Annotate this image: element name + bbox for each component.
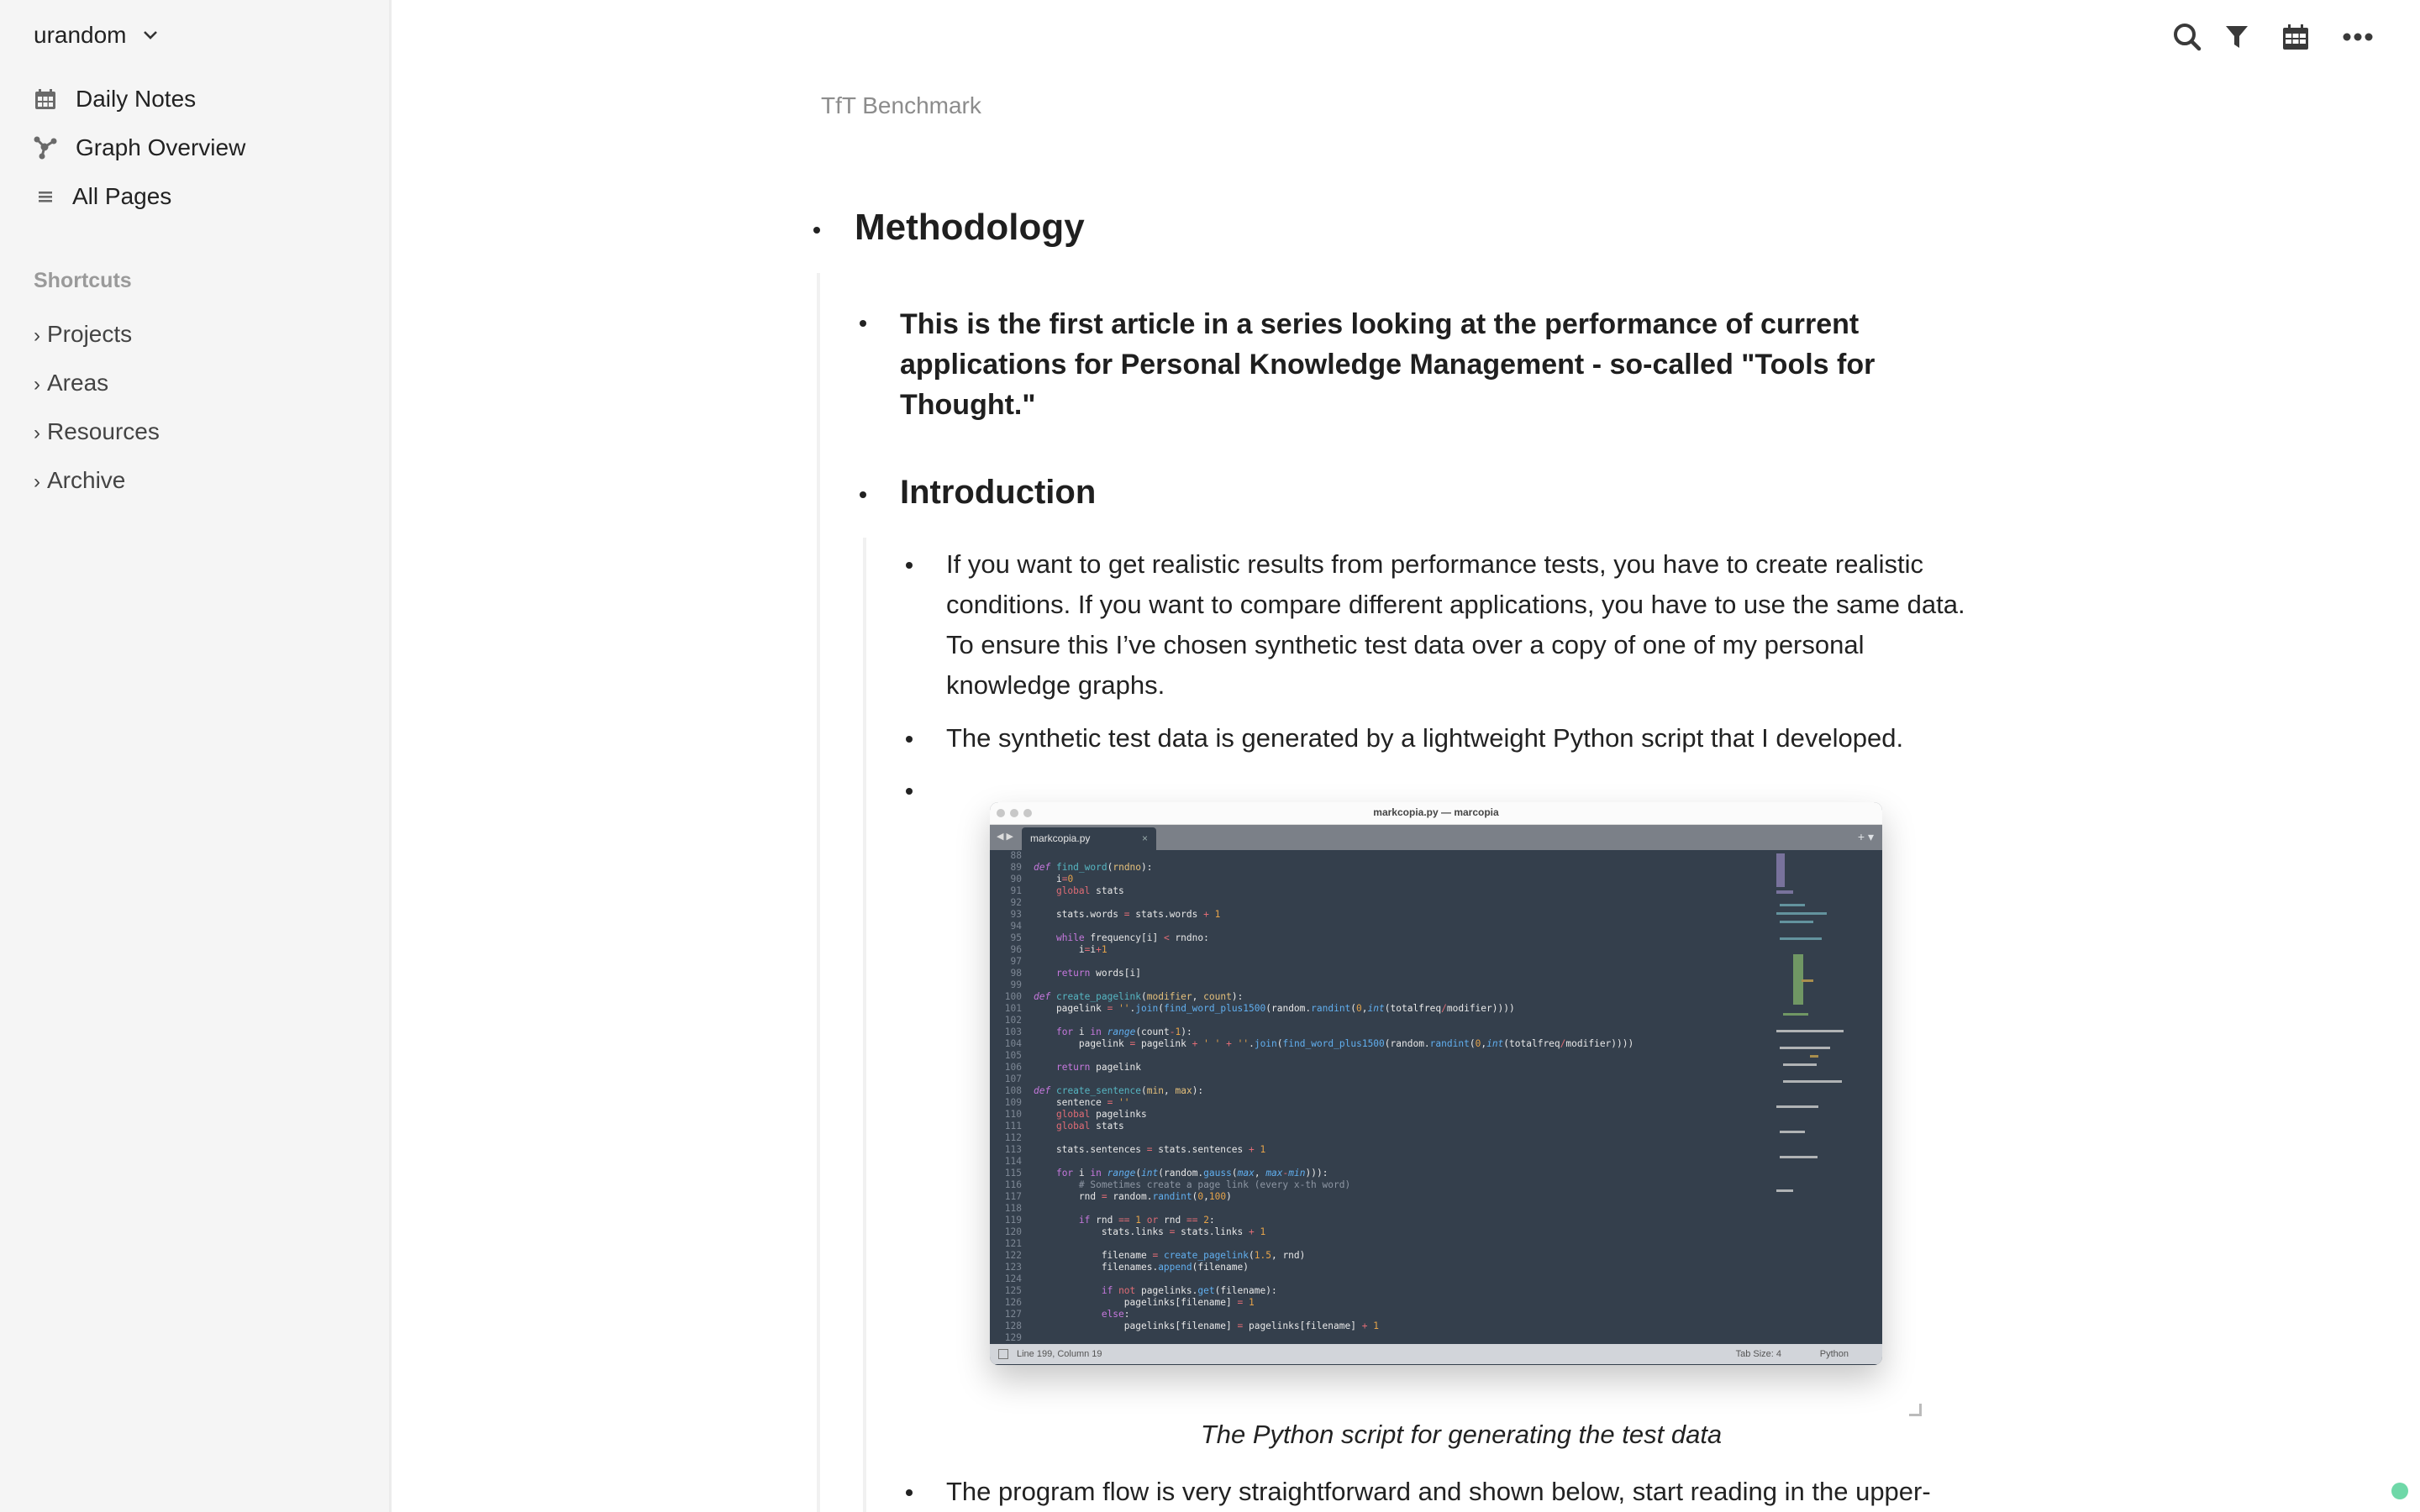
chevron-right-icon: ›: [34, 324, 40, 347]
editor-title: markcopia.py — marcopia: [1373, 806, 1499, 818]
workspace-name: urandom: [34, 22, 127, 48]
editor-tabbar: [990, 825, 1882, 850]
shortcut-label: Archive: [47, 467, 126, 493]
code-screenshot-image[interactable]: [990, 802, 1882, 1365]
tab-size: Tab Size: 4: [1735, 1349, 1781, 1359]
shortcut-label: Areas: [47, 370, 109, 396]
paragraph-synthetic-data[interactable]: The synthetic test data is generated by a lightweight Python script that I developed.: [946, 723, 1904, 753]
list-icon: [34, 185, 57, 208]
shortcut-resources[interactable]: [34, 418, 160, 445]
code-minimap: [1776, 853, 1860, 1223]
bullet[interactable]: [860, 320, 866, 327]
filter-icon: [2225, 24, 2249, 50]
calendar-button[interactable]: [2277, 18, 2314, 55]
editor-statusbar: [990, 1344, 1882, 1364]
sidebar-item-label: Graph Overview: [76, 134, 246, 160]
intro-paragraph[interactable]: This is the first article in a series looking at the performance of current applications for Personal Knowledge Management - so-called "Tools for Thought.": [900, 308, 1876, 421]
shortcuts-heading: Shortcuts: [34, 269, 132, 292]
sidebar-item-label: All Pages: [72, 183, 172, 209]
text-line: If you want to get realistic results from performance tests, you have to create realistic: [946, 549, 1923, 579]
editor-titlebar: [990, 802, 1882, 825]
sidebar-item-all-pages[interactable]: [34, 183, 171, 210]
calendar-icon: [2282, 24, 2309, 50]
add-tab-icon: + ▾: [1857, 830, 1874, 843]
chevron-right-icon: ›: [34, 422, 40, 444]
sidebar-item-daily-notes[interactable]: [34, 86, 196, 113]
image-caption[interactable]: The Python script for generating the test data: [1200, 1420, 1723, 1449]
bullet[interactable]: [906, 1489, 913, 1496]
chevron-down-icon: [142, 29, 159, 41]
editor-tab: [1022, 827, 1156, 850]
sidebar-item-graph-overview[interactable]: [34, 134, 245, 161]
search-icon: [2172, 22, 2202, 52]
breadcrumb[interactable]: TfT Benchmark: [821, 92, 981, 118]
language-mode: Python: [1819, 1349, 1849, 1359]
paragraph-realistic-conditions[interactable]: [946, 544, 1988, 706]
sidebar-toggle-icon: [998, 1349, 1008, 1359]
sync-status-indicator[interactable]: [2391, 1483, 2408, 1499]
shortcut-areas[interactable]: [34, 370, 108, 396]
sidebar: [0, 0, 392, 1512]
text-line: To ensure this I’ve chosen synthetic test data over a copy of one of my personal: [946, 630, 1865, 659]
code-area: 88 89 def find_word(rndno): 90 i=0 91 global stats 92 93 stats.words = stats.words + 1 94 95 while frequency[i] < rndno: 96 i=i+1 97 98 return words[i] 99 100 def create_pagelink(modifier, count): 101 pagelink = ''.join(find_word_plus1500(random.randint(0,int(totalfreq/modifier)))) 102 103 for i in range(count-1): 104 pagelink = pagelink + ' ' + ''.join(find_word_plus1500(random.randint(0,int(totalfreq/modifier)))) 105 106 return pagelink 107 108 def create_sentence(min, max): 109 sentence = '' 110 global pagelinks 111 global stats 112 113 stats.sentences = stats.sentences + 1 114 115 for i in range(int(random.gauss(max, max-min))): 116 # Sometimes create a page link (every x-th word) 117 rnd = random.randint(0,100) 118 119 if rnd == 1 or rnd == 2: 120 stats.links = stats.links + 1 121 122 filename = create_pagelink(1.5, rnd) 123 filenames.append(filename) 124 125 if not pagelinks.get(filename): 126 pagelinks[filename] = 1 127 else: 128 pagelinks[filename] = pagelinks[filename] + 1 129: [990, 850, 1882, 1344]
bullet[interactable]: [813, 227, 820, 234]
text-line: knowledge graphs.: [946, 670, 1165, 700]
page-heading-methodology[interactable]: Methodology: [855, 207, 1085, 248]
image-resize-handle[interactable]: [1909, 1404, 1922, 1416]
more-options-button[interactable]: [2339, 18, 2376, 55]
section-heading-introduction[interactable]: Introduction: [900, 474, 1097, 511]
shortcut-label: Projects: [47, 321, 133, 347]
bullet[interactable]: [906, 736, 913, 743]
graph-icon: [34, 136, 57, 160]
shortcut-archive[interactable]: [34, 467, 125, 494]
shortcut-projects[interactable]: [34, 321, 132, 348]
paragraph-program-flow[interactable]: The program flow is very straightforward and shown below, start reading in the upper-: [946, 1477, 1931, 1506]
sidebar-item-label: Daily Notes: [76, 86, 197, 112]
filter-button[interactable]: [2218, 18, 2255, 55]
bullet[interactable]: [906, 562, 913, 569]
indent-guide: [817, 273, 820, 1512]
bullet[interactable]: [906, 788, 913, 795]
chevron-right-icon: ›: [34, 373, 40, 396]
close-icon: ×: [1141, 832, 1148, 844]
calendar-icon: [34, 87, 57, 111]
more-icon: [2343, 32, 2373, 42]
search-button[interactable]: [2169, 18, 2206, 55]
bullet[interactable]: [860, 491, 866, 498]
workspace-switcher[interactable]: [34, 22, 159, 49]
indent-guide: [863, 538, 866, 1512]
editor-tab-label: markcopia.py: [1030, 832, 1091, 844]
nav-arrows-icon: ◀ ▶: [997, 832, 1013, 842]
shortcut-label: Resources: [47, 418, 160, 444]
text-line: conditions. If you want to compare different applications, you have to use the same data.: [946, 590, 1965, 619]
cursor-position: Line 199, Column 19: [1017, 1349, 1102, 1359]
chevron-right-icon: ›: [34, 470, 40, 493]
